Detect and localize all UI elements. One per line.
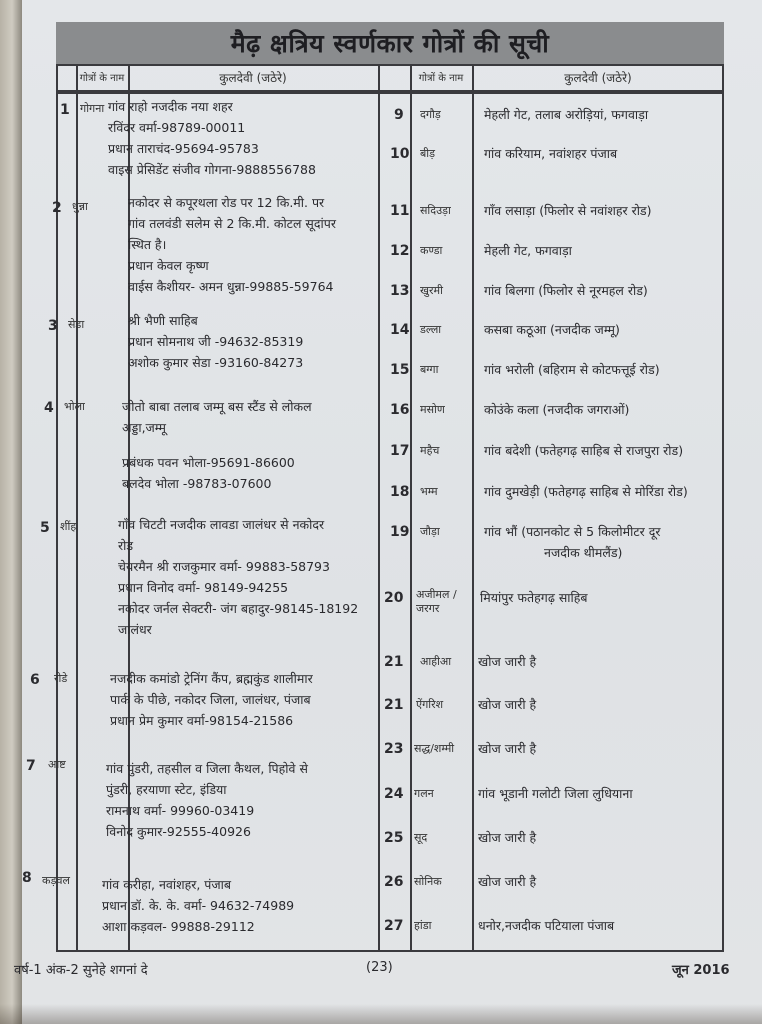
page-title: मैढ़ क्षत्रिय स्वर्णकार गोत्रों की सूची [230, 29, 550, 58]
kuldevi-details: गांव बिलगा (फिलोर से नूरमहल रोड) [484, 283, 648, 298]
gotra-name: भोला [64, 400, 85, 413]
kuldevi-details: गाँव लसाड़ा (फिलोर से नवांशहर रोड) [484, 203, 652, 218]
row-number: 26 [384, 874, 404, 890]
gotra-name: कड़वल [42, 874, 70, 887]
kuldevi-details: कोउंके कला (नजदीक जगराओं) [484, 402, 630, 417]
row-number: 18 [390, 484, 410, 500]
gotra-name: शींह [60, 520, 77, 533]
left-header-gotra: गोत्रों के नाम [76, 64, 128, 92]
kuldevi-details: जीतो बाबा तलाब जम्मू बस स्टैंड से लोकल अड्डा,जम्मू प्रबंधक पवन भोला-95691-86600 बलदेव भोला -98783-07600 [122, 399, 312, 491]
footer-date: जून 2016 [672, 963, 730, 978]
kuldevi-details: गांव भौं (पठानकोट से 5 किलोमीटर दूर नजदीक थीमलैंड) [484, 524, 661, 560]
kuldevi-details: गांव पुंडरी, तहसील व जिला कैथल, पिहोवे से पुंडरी, हरयाणा स्टेट, इंडिया रामनाथ वर्मा- 99960-03419 विनोद कुमार-92555-40926 [106, 761, 308, 839]
kuldevi-details: गांव दुमखेड़ी (फतेहगढ़ साहिब से मोरिंडा रोड) [484, 484, 688, 499]
gotra-name: गलन [414, 787, 434, 800]
gotra-name: अजीमल /जरगर [416, 588, 457, 615]
gotra-name: सोनिक [414, 875, 442, 888]
row-number: 4 [44, 400, 54, 416]
row-number: 23 [384, 741, 404, 757]
page-number: (23) [366, 960, 393, 975]
kuldevi-details: गांव भरोली (बहिराम से कोटफत्तूई रोड) [484, 362, 660, 377]
kuldevi-details: खोज जारी है [478, 741, 537, 756]
kuldevi-details: मियांपुर फतेहगढ़ साहिब [480, 590, 588, 605]
row-number: 9 [394, 107, 404, 123]
gotra-name: दगौड़ [420, 108, 441, 121]
kuldevi-details: गांव बदेशी (फतेहगढ़ साहिब से राजपुरा रोड) [484, 443, 684, 458]
gotra-name: सूद [414, 831, 428, 844]
kuldevi-details: मेहली गेट, फगवाड़ा [484, 243, 572, 258]
gotra-name: सद्ध/शम्मी [414, 742, 455, 755]
divider [378, 64, 380, 952]
gotra-name: धुन्ना [72, 200, 88, 213]
gotra-name: खुरमी [420, 284, 443, 297]
kuldevi-details: गांव भूडानी गलोटी जिला लुधियाना [478, 786, 633, 801]
row-number: 24 [384, 786, 404, 802]
gotra-name: सेडा [68, 318, 85, 331]
gotra-name: जौड़ा [420, 525, 440, 538]
gotra-name: ऐंगरिश [416, 698, 444, 711]
left-header-kuldevi: कुलदेवी (जठेरे) [128, 64, 378, 92]
row-number: 8 [22, 870, 32, 886]
divider [472, 64, 474, 952]
book-binding [0, 0, 22, 1024]
gotra-name: भम्म [420, 485, 438, 498]
kuldevi-details: खोज जारी है [478, 697, 537, 712]
kuldevi-details: खोज जारी है [478, 830, 537, 845]
row-number: 1 [60, 102, 70, 118]
divider [410, 64, 412, 952]
kuldevi-details: गांव करियाम, नवांशहर पंजाब [484, 146, 618, 161]
gotra-name: बग्गा [420, 363, 439, 376]
footer-issue-info: वर्ष-1 अंक-2 सुनेहे शगनां दे [14, 963, 148, 978]
row-number: 27 [384, 918, 404, 934]
row-number: 13 [390, 283, 410, 299]
gotra-name: डल्ला [420, 323, 442, 336]
kuldevi-details: खोज जारी है [478, 874, 537, 889]
gotra-name: रोडे [54, 672, 68, 685]
right-header-number [380, 64, 410, 92]
gotra-name: गोगना [80, 102, 105, 115]
row-number: 25 [384, 830, 404, 846]
gotra-name: महैच [420, 444, 440, 457]
gotra-name: मसोण [420, 403, 445, 416]
row-number: 21 [384, 697, 404, 713]
row-number: 16 [390, 402, 410, 418]
row-number: 6 [30, 672, 40, 688]
kuldevi-details: नकोदर से कपूरथला रोड पर 12 कि.मी. पर गांव तलवंडी सलेम से 2 कि.मी. कोटल सूदांपर स्थित है। प्रधान केवल कृष्ण वाईस कैशीयर- अमन धुन्ना-99885-59764 [128, 195, 336, 294]
row-number: 10 [390, 146, 410, 162]
row-number: 19 [390, 524, 410, 540]
gotra-name: कण्डा [420, 244, 443, 257]
kuldevi-details: गांव करीहा, नवांशहर, पंजाब प्रधान डॉ. के. के. वर्मा- 94632-74989 आशा कड़वल- 99888-29112 [102, 877, 295, 934]
kuldevi-details: श्री भैणी साहिब प्रधान सोमनाथ जी -94632-85319 अशोक कुमार सेडा -93160-84273 [128, 313, 304, 370]
row-number: 17 [390, 443, 410, 459]
photo-shadow [0, 1004, 762, 1024]
row-number: 3 [48, 318, 58, 334]
row-number: 20 [384, 590, 404, 606]
kuldevi-details: गाँव चिटटी नजदीक लावडा जालंधर से नकोदर रोड चेयरमैन श्री राजकुमार वर्मा- 99883-58793 प्रधान विनोद वर्मा- 98149-94255 नकोदर जर्नल सेक्टरी- जंग बहादुर-98145-18192 जालंधर [118, 517, 359, 637]
title-banner [56, 22, 724, 66]
divider [76, 64, 78, 952]
row-number: 21 [384, 654, 404, 670]
header-divider [56, 92, 724, 94]
right-header-kuldevi: कुलदेवी (जठेरे) [472, 64, 724, 92]
kuldevi-details: धनोर,नजदीक पटियाला पंजाब [478, 918, 615, 933]
kuldevi-details: गांव राहो नजदीक नया शहर रविंदर वर्मा-98789-00011 प्रधान ताराचंद-95694-95783 वाइस प्रेसिडेंट संजीव गोगना-9888556788 [108, 99, 316, 177]
left-header-number [56, 64, 76, 92]
kuldevi-details: खोज जारी है [478, 654, 537, 669]
gotra-name: आहीआ [420, 655, 452, 668]
row-number: 2 [52, 200, 62, 216]
kuldevi-details: मेहली गेट, तलाब अरोड़ियां, फगवाड़ा [484, 107, 649, 122]
kuldevi-details: नजदीक कमांडो ट्रेनिंग कैंप, ब्रह्मकुंड शालीमार पार्क के पीछे, नकोदर जिला, जालंधर, पंजाब प्रधान प्रेम कुमार वर्मा-98154-21586 [110, 671, 313, 728]
row-number: 14 [390, 322, 410, 338]
row-number: 15 [390, 362, 410, 378]
right-header-gotra: गोत्रों के नाम [410, 64, 472, 92]
row-number: 7 [26, 758, 36, 774]
row-number: 11 [390, 203, 410, 219]
gotra-name: सदिउड़ा [420, 204, 451, 217]
gotra-name: बीड़ [420, 147, 436, 160]
gotra-name: आष्ट [48, 758, 66, 771]
row-number: 12 [390, 243, 410, 259]
kuldevi-details: कसबा कठूआ (नजदीक जम्मू) [484, 322, 620, 337]
gotra-name: हांडा [414, 919, 432, 932]
row-number: 5 [40, 520, 50, 536]
